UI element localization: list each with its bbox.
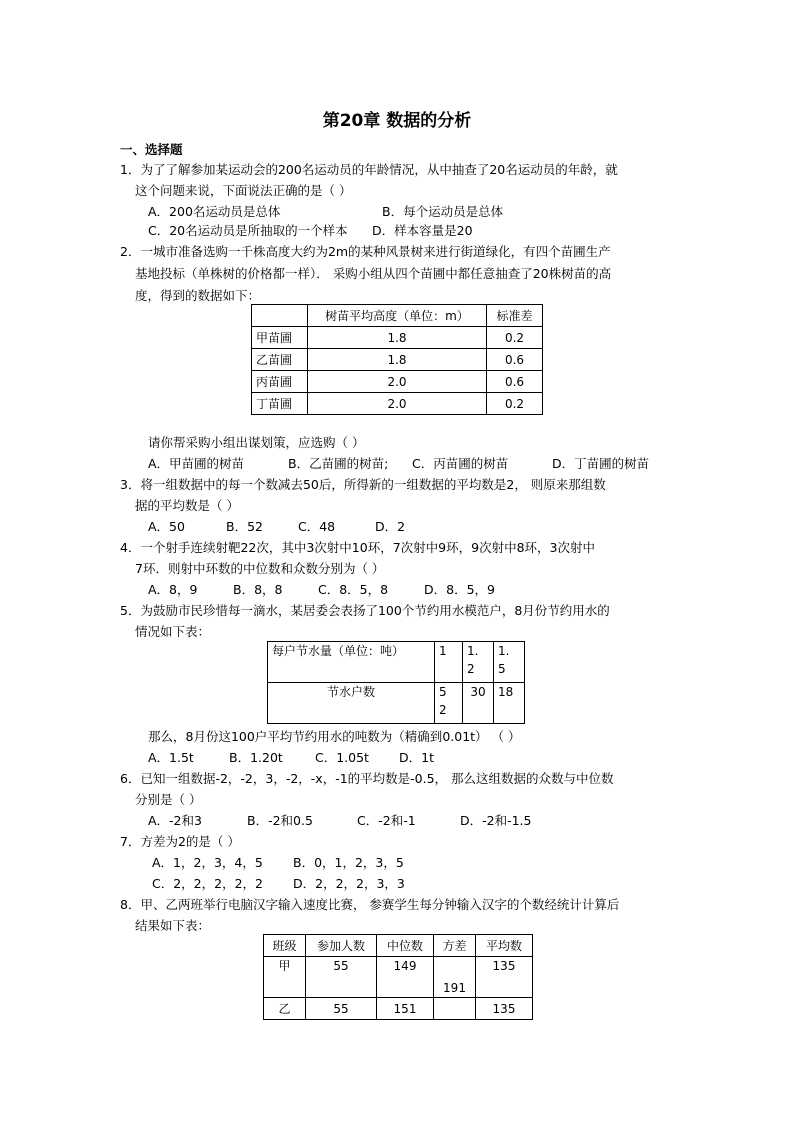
q6-option-a: A．-2和3 — [148, 813, 202, 828]
q6-option-d: D．-2和-1.5 — [460, 813, 532, 828]
q7-option-d: D．2，2，2，3，3 — [293, 876, 405, 891]
q7-option-c: C．2，2，2，2，2 — [152, 876, 263, 891]
table-cell: 标准差 — [487, 305, 543, 327]
q7-option-a: A．1，2，3，4，5 — [152, 855, 263, 870]
q5-option-a: A．1.5t — [148, 750, 194, 765]
table-row — [252, 327, 543, 349]
table-cell: 方差 — [434, 935, 476, 957]
q8-stem-line1: 8．甲、乙两班举行电脑汉字输入速度比赛， 参赛学生每分钟输入汉字的个数经统计计算后 — [120, 897, 620, 912]
q2-stem-line2: 基地投标（单株树的价格都一样）． 采购小组从四个苗圃中都任意抽查了20株树苗的高 — [135, 266, 612, 281]
q2-stem-line1: 2．一城市准备选购一千株高度大约为2m的某种风景树来进行街道绿化，有四个苗圃生产 — [120, 244, 611, 259]
table-header-row — [252, 305, 543, 327]
q1-option-c: C．20名运动员是所抽取的一个样本 — [148, 223, 348, 238]
table-row — [252, 393, 543, 415]
table-cell: 0.6 — [487, 349, 543, 371]
q5-prompt: 那么，8月份这100户平均节约用水的吨数为（精确到0.01t） （ ） — [148, 729, 521, 744]
q3-option-d: D．2 — [375, 519, 406, 534]
table-row — [268, 642, 525, 683]
table-row — [264, 998, 533, 1020]
q3-stem-line1: 3．将一组数据中的每一个数减去50后，所得新的一组数据的平均数是2， 则原来那组数 — [120, 477, 606, 492]
table-cell: 135 — [476, 998, 533, 1020]
q1-option-b: B．每个运动员是总体 — [382, 204, 504, 219]
q5-option-d: D．1t — [399, 750, 434, 765]
table-cell: 18 — [494, 683, 525, 724]
table-cell: 135 — [476, 957, 533, 998]
table-cell: 0.2 — [487, 393, 543, 415]
q4-option-d: D．8．5，9 — [424, 582, 495, 597]
table-cell: 2.0 — [308, 371, 487, 393]
q2-option-b: B．乙苗圃的树苗; — [288, 456, 389, 471]
q2-stem-line3: 度，得到的数据如下： — [135, 288, 261, 303]
table-cell: 平均数 — [476, 935, 533, 957]
table-cell: 0.2 — [487, 327, 543, 349]
q6-stem-line1: 6．已知一组数据-2，-2，3，-2，-x，-1的平均数是-0.5， 那么这组数据的众数与中位数 — [120, 771, 614, 786]
table-cell: 55 — [306, 957, 377, 998]
q6-option-b: B．-2和0.5 — [247, 813, 313, 828]
table-cell: 树苗平均高度（单位：m） — [308, 305, 487, 327]
q5-option-c: C．1.05t — [315, 750, 369, 765]
table-cell: 30 — [463, 683, 494, 724]
q1-stem-line1: 1．为了了解参加某运动会的200名运动员的年龄情况，从中抽查了20名运动员的年龄，就 — [120, 162, 618, 177]
table-cell: 丙苗圃 — [252, 371, 308, 393]
table-cell: 乙 — [264, 998, 306, 1020]
q5-stem-line2: 情况如下表： — [135, 624, 211, 639]
q8-typing-table — [263, 934, 533, 1020]
section-heading: 一、选择题 — [120, 142, 183, 157]
q1-option-d: D．样本容量是20 — [372, 223, 473, 238]
table-cell: 149 — [377, 957, 434, 998]
table-cell — [252, 305, 308, 327]
table-cell: 1 — [435, 642, 463, 683]
table-cell: 每户节水量（单位：吨） — [268, 642, 435, 683]
q7-option-b: B．0，1，2，3，5 — [293, 855, 404, 870]
table-cell: 节水户数 — [268, 683, 435, 724]
q3-option-b: B．52 — [226, 519, 263, 534]
q5-stem-line1: 5．为鼓励市民珍惜每一滴水，某居委会表扬了100个节约用水模范户，8月份节约用水的 — [120, 603, 610, 618]
q4-option-b: B．8，8 — [233, 582, 283, 597]
table-cell: 甲苗圃 — [252, 327, 308, 349]
q8-stem-line2: 结果如下表： — [135, 918, 211, 933]
table-cell: 151 — [377, 998, 434, 1020]
table-cell: 5 2 — [435, 683, 463, 724]
table-cell — [434, 998, 476, 1020]
table-cell: 1.8 — [308, 327, 487, 349]
q3-stem-line2: 据的平均数是（ ） — [135, 498, 239, 513]
table-cell: 丁苗圃 — [252, 393, 308, 415]
q2-prompt: 请你帮采购小组出谋划策，应选购（ ） — [148, 435, 365, 450]
table-cell: 55 — [306, 998, 377, 1020]
q5-water-table — [267, 641, 525, 724]
table-cell: 2.0 — [308, 393, 487, 415]
q2-nursery-table — [251, 304, 543, 415]
q7-stem-line1: 7．方差为2的是（ ） — [120, 834, 240, 849]
q3-option-c: C．48 — [298, 519, 336, 534]
table-row — [264, 957, 533, 998]
q2-option-c: C．丙苗圃的树苗 — [412, 456, 509, 471]
q2-option-d: D．丁苗圃的树苗 — [552, 456, 650, 471]
table-cell: 参加人数 — [306, 935, 377, 957]
table-row — [268, 683, 525, 724]
table-row — [252, 371, 543, 393]
q6-stem-line2: 分别是（ ） — [135, 792, 202, 807]
table-cell: 乙苗圃 — [252, 349, 308, 371]
table-cell: 班级 — [264, 935, 306, 957]
q5-option-b: B．1.20t — [229, 750, 283, 765]
q3-option-a: A．50 — [148, 519, 185, 534]
q4-option-c: C．8．5，8 — [318, 582, 389, 597]
q2-option-a: A．甲苗圃的树苗 — [148, 456, 245, 471]
table-cell: 1.8 — [308, 349, 487, 371]
q4-stem-line2: 7环．则射中环数的中位数和众数分别为（ ） — [135, 561, 385, 576]
table-cell: 191 — [434, 957, 476, 998]
table-cell: 甲 — [264, 957, 306, 998]
table-header-row — [264, 935, 533, 957]
table-cell: 中位数 — [377, 935, 434, 957]
page-title: 第20章 数据的分析 — [322, 111, 472, 131]
q1-option-a: A．200名运动员是总体 — [148, 204, 281, 219]
table-row — [252, 349, 543, 371]
table-cell: 1. 5 — [494, 642, 525, 683]
q1-stem-line2: 这个问题来说，下面说法正确的是（ ） — [135, 183, 352, 198]
table-cell: 0.6 — [487, 371, 543, 393]
q6-option-c: C．-2和-1 — [357, 813, 416, 828]
q4-option-a: A．8，9 — [148, 582, 198, 597]
table-cell: 1. 2 — [463, 642, 494, 683]
q4-stem-line1: 4．一个射手连续射靶22次，其中3次射中10环，7次射中9环，9次射中8环，3次射中 — [120, 540, 595, 555]
